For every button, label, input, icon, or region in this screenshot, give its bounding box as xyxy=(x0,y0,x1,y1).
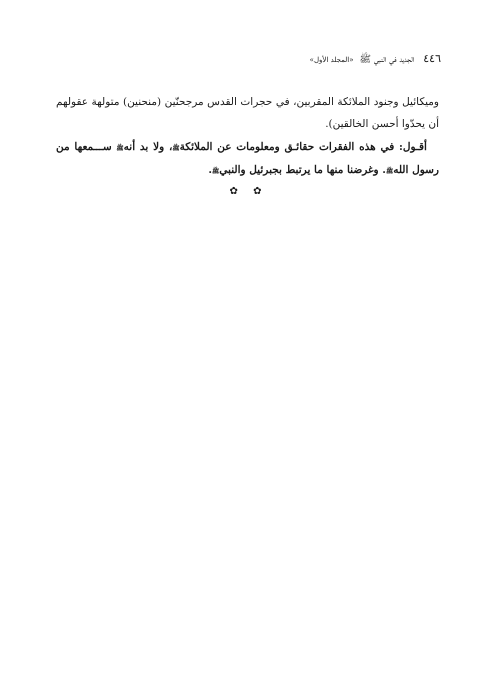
honorific-glyph: ﷺ xyxy=(172,145,180,152)
honorific-glyph: ﷺ xyxy=(385,167,394,175)
commentary-lead: أقـول: xyxy=(399,141,427,153)
paragraph-commentary xyxy=(56,137,439,182)
running-header xyxy=(40,52,441,67)
section-ornament: ✿ ✿ xyxy=(229,186,268,197)
commentary-text-c: ســـمعها من رسول الله xyxy=(56,141,439,176)
paragraph-quote-end: وميكائيل وجنود الملائكة المقربين، في حجرات القدس مرجحنّين (منحنين) متولهة عقولهم أن يحدّوا أحسن الخالقين). xyxy=(56,96,439,130)
commentary-text-b: ، ولا بد أنه xyxy=(123,141,173,153)
volume-label: «المجلد الأول» xyxy=(309,56,354,64)
page-number: ٤٤٦ xyxy=(423,52,441,65)
commentary-text-a: في هذه الفقرات حقائـق ومعلومات عن الملائكة xyxy=(179,141,400,153)
honorific-glyph: ﷺ xyxy=(116,145,124,152)
honorific-glyph: ﷺ xyxy=(212,167,220,175)
commentary-text-d: . وغرضنا منها ما يرتبط بجبرئيل والنبي xyxy=(219,163,386,176)
body-text xyxy=(56,92,439,182)
book-title: الجديد في النبي ﷺ xyxy=(359,54,415,65)
commentary-text-e: . xyxy=(208,163,213,176)
